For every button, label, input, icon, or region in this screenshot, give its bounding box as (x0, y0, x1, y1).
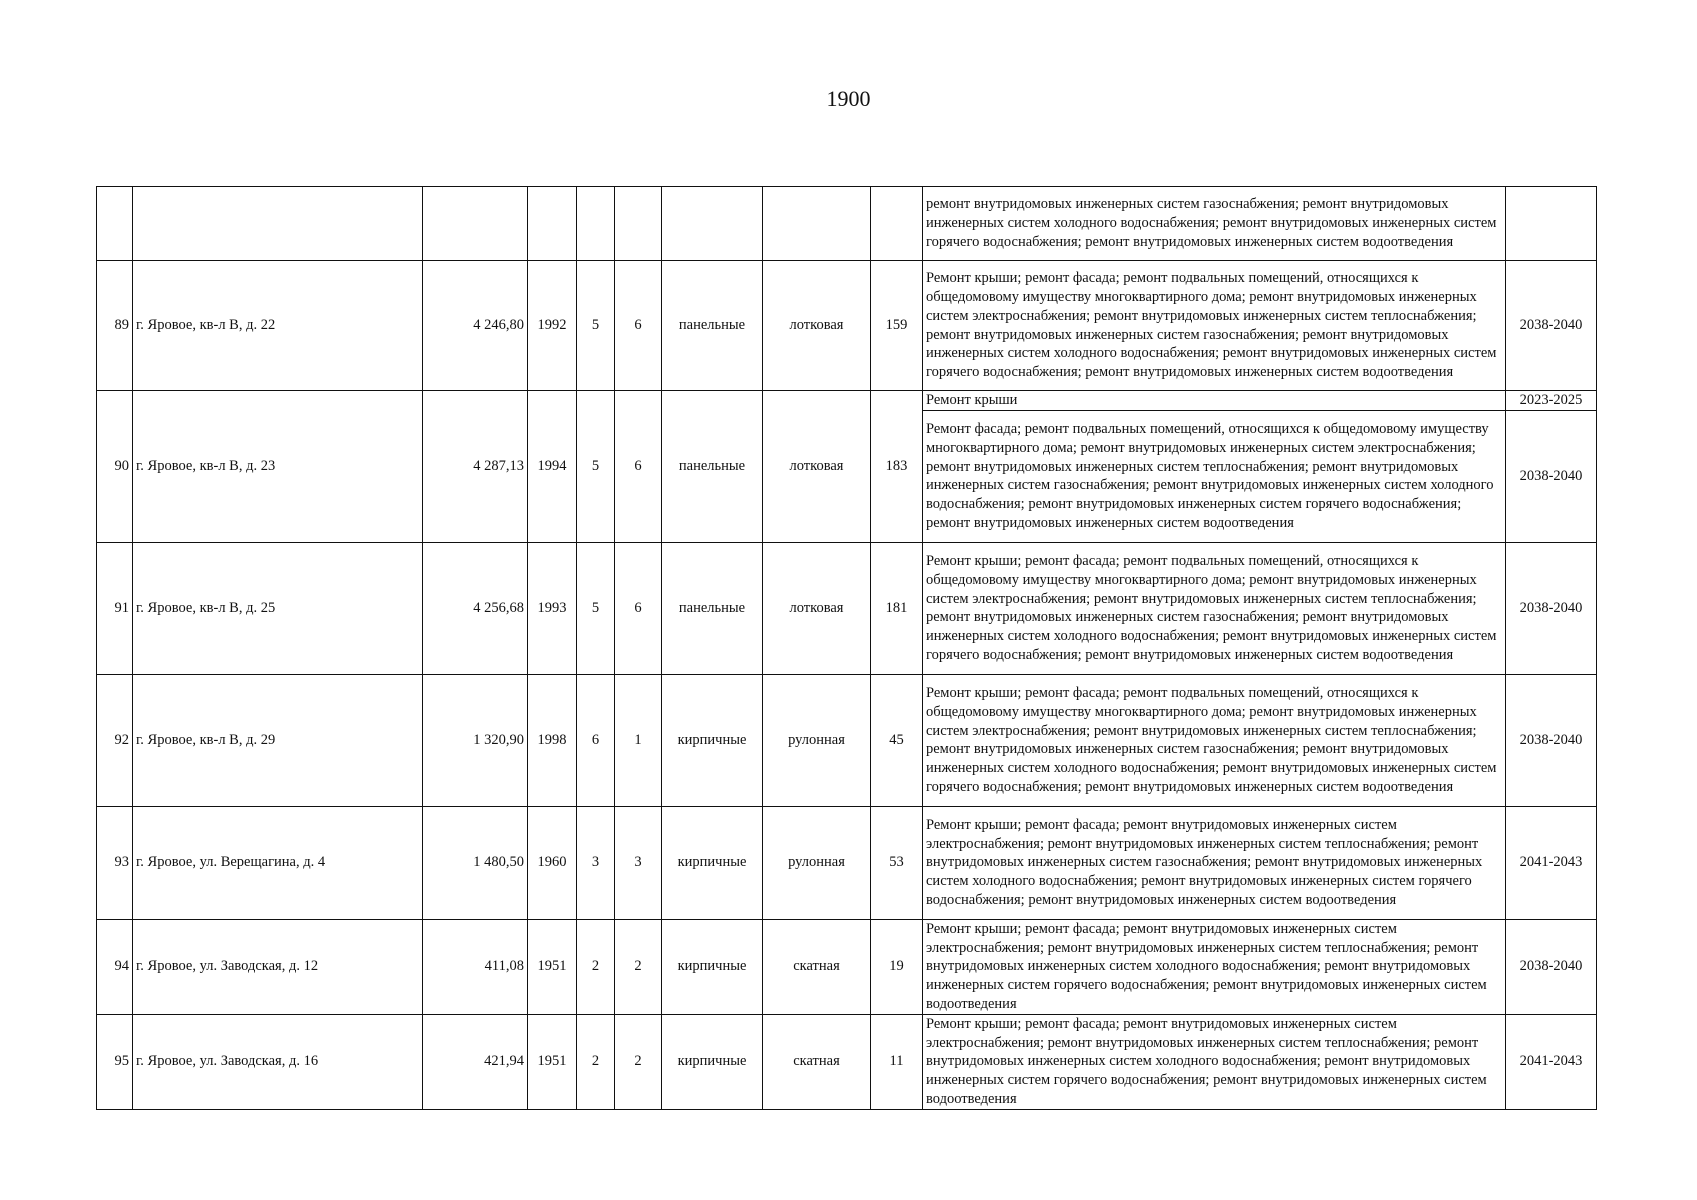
cell-floors: 5 (577, 261, 615, 391)
cell-no (97, 187, 133, 261)
cell-period: 2038-2040 (1506, 261, 1597, 391)
cell-address: г. Яровое, кв-л В, д. 25 (133, 542, 423, 674)
cell-address: г. Яровое, кв-л В, д. 23 (133, 391, 423, 543)
cell-walls: панельные (662, 261, 763, 391)
cell-floors (577, 187, 615, 261)
cell-period: 2038-2040 (1506, 919, 1597, 1014)
cell-period (1506, 187, 1597, 261)
cell-roof (763, 187, 871, 261)
cell-address: г. Яровое, кв-л В, д. 29 (133, 674, 423, 806)
cell-residents: 181 (871, 542, 923, 674)
cell-no: 95 (97, 1014, 133, 1109)
cell-floors: 2 (577, 919, 615, 1014)
cell-entrances (615, 187, 662, 261)
cell-walls: кирпичные (662, 806, 763, 919)
cell-walls: кирпичные (662, 674, 763, 806)
cell-no: 91 (97, 542, 133, 674)
cell-period: 2038-2040 (1506, 542, 1597, 674)
table-row (97, 806, 1597, 919)
cell-roof: рулонная (763, 806, 871, 919)
cell-entrances: 6 (615, 261, 662, 391)
cell-area: 4 246,80 (423, 261, 528, 391)
table-row (97, 1014, 1597, 1109)
cell-works: Ремонт крыши; ремонт фасада; ремонт подвальных помещений, относящихся к общедомовому имуществу многоквартирного дома; ремонт внутридомовых инженерных систем электроснабжения; ремонт внутридомовых инженерных систем теплоснабжения; ремонт внутридомовых инженерных систем газоснабжения; ремонт внутридомовых инженерных систем холодного водоснабжения; ремонт внутридомовых инженерных систем горячего водоснабжения; ремонт внутридомовых инженерных систем водоотведения (923, 674, 1506, 806)
cell-period: 2038-2040 (1506, 674, 1597, 806)
cell-year: 1960 (528, 806, 577, 919)
table-row (97, 542, 1597, 674)
cell-year: 1998 (528, 674, 577, 806)
cell-address: г. Яровое, ул. Верещагина, д. 4 (133, 806, 423, 919)
cell-roof: рулонная (763, 674, 871, 806)
cell-address: г. Яровое, ул. Заводская, д. 12 (133, 919, 423, 1014)
cell-residents: 19 (871, 919, 923, 1014)
cell-works: Ремонт фасада; ремонт подвальных помещений, относящихся к общедомовому имуществу многоквартирного дома; ремонт внутридомовых инженерных систем электроснабжения; ремонт внутридомовых инженерных систем теплоснабжения; ремонт внутридомовых инженерных систем газоснабжения; ремонт внутридомовых инженерных систем холодного водоснабжения; ремонт внутридомовых инженерных систем горячего водоснабжения; ремонт внутридомовых инженерных систем водоотведения (923, 410, 1506, 542)
cell-walls (662, 187, 763, 261)
cell-floors: 3 (577, 806, 615, 919)
cell-entrances: 6 (615, 391, 662, 543)
cell-works: Ремонт крыши; ремонт фасада; ремонт подвальных помещений, относящихся к общедомовому имуществу многоквартирного дома; ремонт внутридомовых инженерных систем электроснабжения; ремонт внутридомовых инженерных систем теплоснабжения; ремонт внутридомовых инженерных систем газоснабжения; ремонт внутридомовых инженерных систем холодного водоснабжения; ремонт внутридомовых инженерных систем горячего водоснабжения; ремонт внутридомовых инженерных систем водоотведения (923, 261, 1506, 391)
cell-area: 421,94 (423, 1014, 528, 1109)
cell-period: 2041-2043 (1506, 806, 1597, 919)
cell-works: Ремонт крыши (923, 391, 1506, 411)
cell-year: 1951 (528, 919, 577, 1014)
cell-area: 1 480,50 (423, 806, 528, 919)
cell-period: 2038-2040 (1506, 410, 1597, 542)
cell-roof: скатная (763, 919, 871, 1014)
cell-works: Ремонт крыши; ремонт фасада; ремонт внутридомовых инженерных систем электроснабжения; ремонт внутридомовых инженерных систем теплоснабжения; ремонт внутридомовых инженерных систем холодного водоснабжения; ремонт внутридомовых инженерных систем горячего водоснабжения; ремонт внутридомовых инженерных систем водоотведения (923, 1014, 1506, 1109)
cell-entrances: 2 (615, 1014, 662, 1109)
cell-roof: лотковая (763, 391, 871, 543)
cell-area (423, 187, 528, 261)
table-row (97, 919, 1597, 1014)
cell-year: 1992 (528, 261, 577, 391)
cell-period: 2023-2025 (1506, 391, 1597, 411)
cell-period: 2041-2043 (1506, 1014, 1597, 1109)
cell-entrances: 6 (615, 542, 662, 674)
cell-year: 1993 (528, 542, 577, 674)
cell-works: Ремонт крыши; ремонт фасада; ремонт внутридомовых инженерных систем электроснабжения; ремонт внутридомовых инженерных систем теплоснабжения; ремонт внутридомовых инженерных систем холодного водоснабжения; ремонт внутридомовых инженерных систем горячего водоснабжения; ремонт внутридомовых инженерных систем водоотведения (923, 919, 1506, 1014)
cell-residents: 45 (871, 674, 923, 806)
cell-year (528, 187, 577, 261)
table-row (97, 674, 1597, 806)
cell-no: 94 (97, 919, 133, 1014)
cell-entrances: 3 (615, 806, 662, 919)
cell-floors: 5 (577, 391, 615, 543)
cell-year: 1994 (528, 391, 577, 543)
table-row (97, 261, 1597, 391)
cell-no: 90 (97, 391, 133, 543)
cell-floors: 5 (577, 542, 615, 674)
cell-address (133, 187, 423, 261)
cell-entrances: 2 (615, 919, 662, 1014)
cell-walls: панельные (662, 542, 763, 674)
register-table (96, 186, 1597, 1110)
cell-no: 92 (97, 674, 133, 806)
cell-walls: кирпичные (662, 919, 763, 1014)
cell-roof: лотковая (763, 542, 871, 674)
cell-works: Ремонт крыши; ремонт фасада; ремонт внутридомовых инженерных систем электроснабжения; ремонт внутридомовых инженерных систем теплоснабжения; ремонт внутридомовых инженерных систем газоснабжения; ремонт внутридомовых инженерных систем холодного водоснабжения; ремонт внутридомовых инженерных систем горячего водоснабжения; ремонт внутридомовых инженерных систем водоотведения (923, 806, 1506, 919)
cell-floors: 2 (577, 1014, 615, 1109)
cell-roof: скатная (763, 1014, 871, 1109)
page-number: 1900 (826, 86, 871, 111)
cell-area: 1 320,90 (423, 674, 528, 806)
table-row (97, 391, 1597, 411)
cell-area: 4 256,68 (423, 542, 528, 674)
cell-no: 89 (97, 261, 133, 391)
cell-residents: 53 (871, 806, 923, 919)
cell-residents: 159 (871, 261, 923, 391)
cell-works: ремонт внутридомовых инженерных систем газоснабжения; ремонт внутридомовых инженерных систем холодного водоснабжения; ремонт внутридомовых инженерных систем горячего водоснабжения; ремонт внутридомовых инженерных систем водоотведения (923, 187, 1506, 261)
cell-address: г. Яровое, ул. Заводская, д. 16 (133, 1014, 423, 1109)
cell-walls: панельные (662, 391, 763, 543)
cell-no: 93 (97, 806, 133, 919)
cell-residents: 183 (871, 391, 923, 543)
cell-residents (871, 187, 923, 261)
cell-area: 4 287,13 (423, 391, 528, 543)
cell-walls: кирпичные (662, 1014, 763, 1109)
cell-floors: 6 (577, 674, 615, 806)
cell-area: 411,08 (423, 919, 528, 1014)
cell-residents: 11 (871, 1014, 923, 1109)
cell-entrances: 1 (615, 674, 662, 806)
cell-works: Ремонт крыши; ремонт фасада; ремонт подвальных помещений, относящихся к общедомовому имуществу многоквартирного дома; ремонт внутридомовых инженерных систем электроснабжения; ремонт внутридомовых инженерных систем теплоснабжения; ремонт внутридомовых инженерных систем газоснабжения; ремонт внутридомовых инженерных систем холодного водоснабжения; ремонт внутридомовых инженерных систем горячего водоснабжения; ремонт внутридомовых инженерных систем водоотведения (923, 542, 1506, 674)
cell-address: г. Яровое, кв-л В, д. 22 (133, 261, 423, 391)
table-row (97, 187, 1597, 261)
cell-year: 1951 (528, 1014, 577, 1109)
cell-roof: лотковая (763, 261, 871, 391)
